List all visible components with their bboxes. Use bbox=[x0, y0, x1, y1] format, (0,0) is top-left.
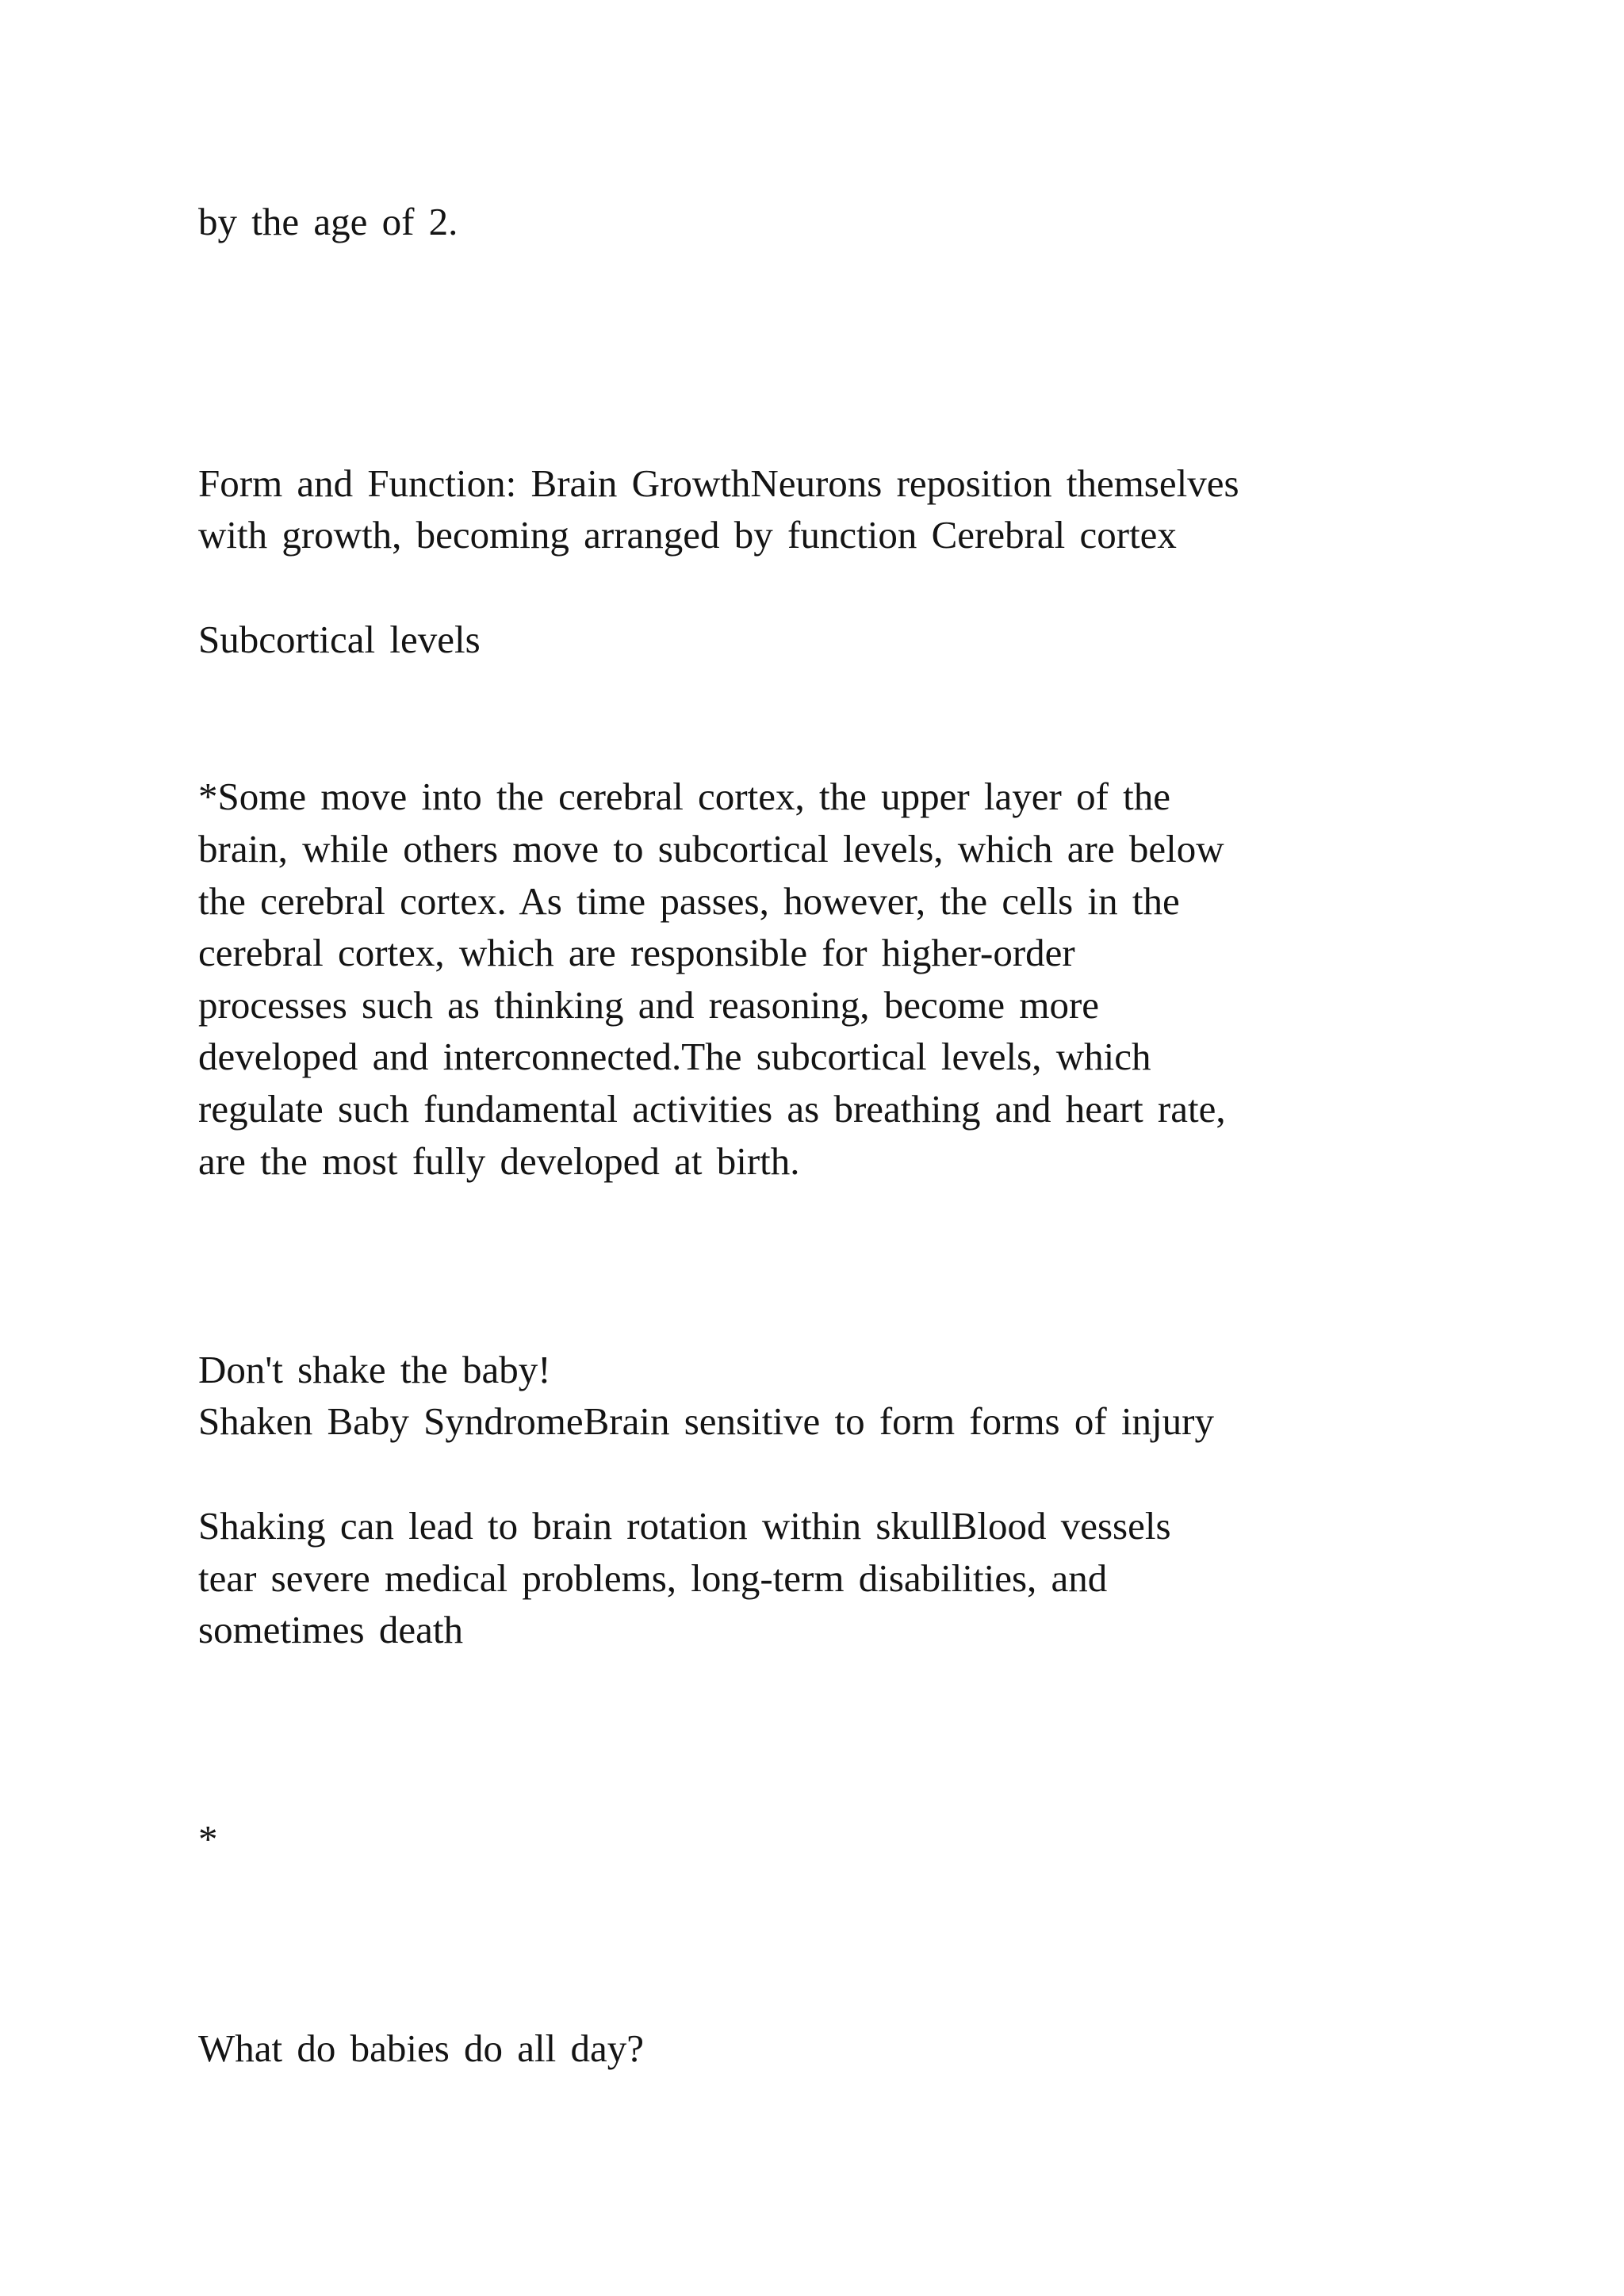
text-line: brain, while others move to subcortical levels, which are below bbox=[198, 827, 1224, 871]
text-line: Subcortical levels bbox=[198, 618, 481, 661]
text-line: the cerebral cortex. As time passes, however, the cells in the bbox=[198, 879, 1180, 923]
text-line: Don't shake the baby! bbox=[198, 1348, 551, 1391]
text-line: processes such as thinking and reasoning, become more bbox=[198, 983, 1100, 1027]
text-line: *Some move into the cerebral cortex, the upper layer of the bbox=[198, 775, 1171, 818]
text-line: Shaken Baby SyndromeBrain sensitive to form forms of injury bbox=[198, 1399, 1214, 1443]
text-line: regulate such fundamental activities as breathing and heart rate, bbox=[198, 1087, 1226, 1131]
text-line: by the age of 2. bbox=[198, 200, 458, 243]
text-line: tear severe medical problems, long-term disabilities, and bbox=[198, 1556, 1108, 1600]
text-line: Shaking can lead to brain rotation within skullBlood vessels bbox=[198, 1504, 1171, 1548]
text-line: cerebral cortex, which are responsible for higher-order bbox=[198, 931, 1075, 974]
text-line: What do babies do all day? bbox=[198, 2026, 645, 2070]
text-line: are the most fully developed at birth. bbox=[198, 1139, 800, 1183]
text-line: * bbox=[198, 1817, 218, 1861]
text-line: developed and interconnected.The subcortical levels, which bbox=[198, 1035, 1151, 1078]
text-line: with growth, becoming arranged by function Cerebral cortex bbox=[198, 513, 1177, 557]
text-line: sometimes death bbox=[198, 1608, 463, 1651]
text-line: Form and Function: Brain GrowthNeurons reposition themselves bbox=[198, 461, 1239, 505]
